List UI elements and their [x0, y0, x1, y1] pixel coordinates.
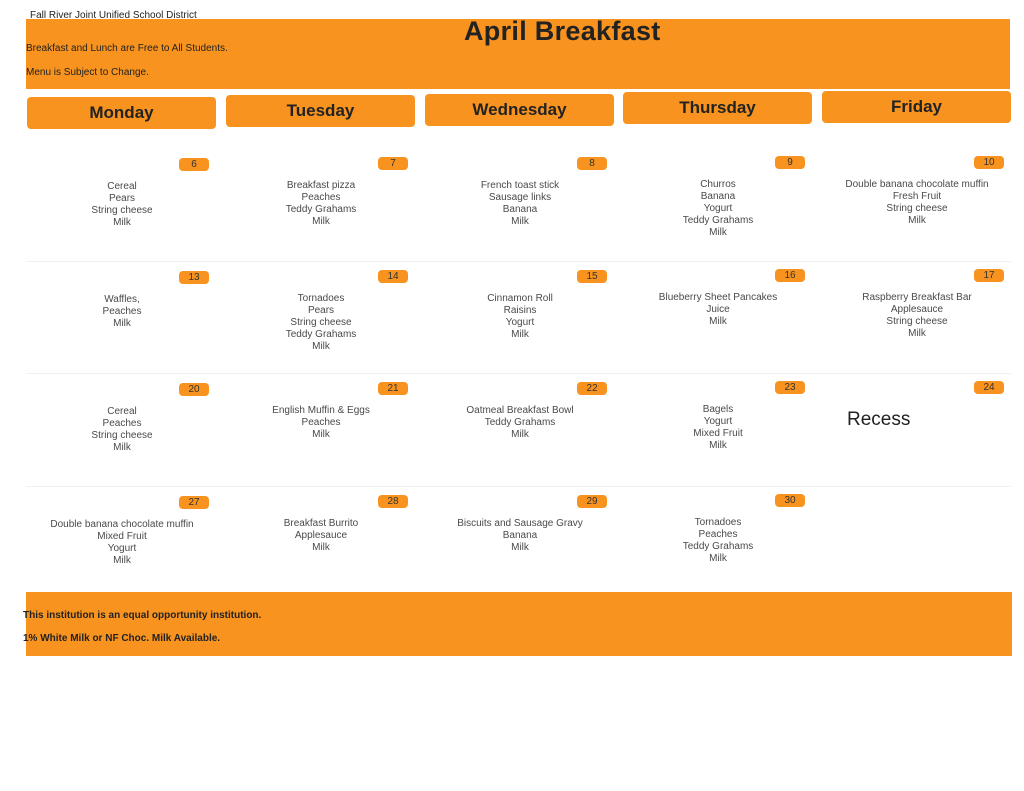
district-name: Fall River Joint Unified School District: [30, 10, 197, 21]
menu-item: String cheese: [91, 205, 153, 216]
menu-item: English Muffin & Eggs: [272, 405, 370, 417]
menu-items: [226, 180, 416, 228]
menu-item: Applesauce: [294, 530, 348, 542]
menu-item: Yogurt: [107, 543, 137, 554]
date-badge: 28: [378, 495, 408, 508]
menu-item: Milk: [908, 327, 926, 339]
day-cell: [27, 271, 217, 381]
menu-item: Mixed Fruit: [97, 531, 147, 542]
menu-item: Milk: [709, 553, 727, 565]
menu-items: [27, 294, 217, 330]
menu-items: [425, 405, 615, 441]
day-cell: [226, 270, 416, 380]
menu-item: Milk: [312, 429, 330, 441]
day-cell: [822, 381, 1012, 491]
menu-items: [623, 517, 813, 565]
date-badge: 10: [974, 156, 1004, 169]
day-header-thursday: Thursday: [623, 92, 812, 124]
menu-item: Yogurt: [505, 316, 535, 328]
menu-items: [27, 406, 217, 454]
menu-item: Yogurt: [703, 416, 733, 428]
date-badge: 8: [577, 157, 607, 170]
menu-items: [226, 405, 416, 441]
menu-items: [226, 518, 416, 554]
day-cell: [226, 157, 416, 267]
date-badge: 7: [378, 157, 408, 170]
menu-item: Oatmeal Breakfast Bowl: [466, 404, 574, 416]
milk-availability-note: 1% White Milk or NF Choc. Milk Available.: [23, 633, 221, 644]
date-badge: 21: [378, 382, 408, 395]
day-cell: [425, 382, 615, 492]
date-badge: 20: [179, 383, 209, 396]
menu-item: Peaches: [102, 306, 142, 317]
menu-items: [226, 293, 416, 353]
menu-item: Tornadoes: [297, 293, 345, 305]
day-cell: [27, 383, 217, 493]
menu-item: Fresh Fruit: [892, 190, 942, 202]
date-badge: 29: [577, 495, 607, 508]
page-title: April Breakfast: [464, 16, 661, 46]
day-cell: [27, 496, 217, 606]
menu-item: Breakfast pizza: [286, 180, 356, 192]
menu-item: Juice: [706, 304, 730, 316]
menu-item: Banana: [502, 529, 538, 541]
day-cell: [226, 382, 416, 492]
menu-item: Raisins: [503, 304, 537, 316]
menu-item: Milk: [908, 214, 926, 226]
menu-item: Teddy Grahams: [484, 416, 556, 428]
menu-item: Peaches: [698, 529, 738, 541]
date-badge: 22: [577, 382, 607, 395]
menu-change-note: Menu is Subject to Change.: [26, 67, 149, 78]
recess-label: Recess: [847, 408, 911, 430]
day-cell: [425, 157, 615, 267]
header-banner: [26, 10, 1010, 89]
day-cell: [623, 494, 813, 604]
day-header-tuesday: Tuesday: [226, 95, 415, 127]
date-badge: 16: [775, 269, 805, 282]
menu-item: Milk: [511, 541, 529, 553]
day-header-monday: Monday: [27, 97, 216, 129]
menu-item: Yogurt: [703, 203, 733, 215]
menu-item: Sausage links: [488, 191, 552, 203]
menu-item: Cereal: [107, 406, 137, 417]
menu-item: French toast stick: [480, 179, 560, 191]
menu-item: Breakfast Burrito: [283, 518, 359, 530]
menu-item: Milk: [511, 428, 529, 440]
menu-item: Applesauce: [890, 303, 944, 315]
menu-item: Milk: [312, 341, 330, 353]
menu-items: [623, 404, 813, 452]
equal-opportunity-note: This institution is an equal opportunity institution.: [23, 610, 262, 621]
menu-item: Milk: [113, 318, 131, 329]
menu-item: Biscuits and Sausage Gravy: [457, 517, 583, 529]
day-cell: [623, 381, 813, 491]
menu-items: [425, 518, 615, 554]
menu-item: Teddy Grahams: [285, 204, 357, 216]
menu-items: [425, 293, 615, 341]
menu-item: Milk: [511, 328, 529, 340]
date-badge: 15: [577, 270, 607, 283]
date-badge: 14: [378, 270, 408, 283]
day-cell: [822, 269, 1012, 379]
menu-item: Blueberry Sheet Pancakes: [658, 292, 778, 304]
menu-items: [822, 179, 1012, 227]
menu-item: Pears: [108, 193, 136, 204]
date-badge: 17: [974, 269, 1004, 282]
day-header-wednesday: Wednesday: [425, 94, 614, 126]
day-cell: [623, 269, 813, 379]
menu-item: Milk: [312, 216, 330, 228]
menu-item: Tornadoes: [694, 517, 742, 529]
date-badge: 6: [179, 158, 209, 171]
day-cell: [226, 495, 416, 605]
menu-items: [822, 292, 1012, 340]
menu-item: Milk: [312, 542, 330, 554]
menu-items: [27, 519, 217, 567]
day-cell: [27, 158, 217, 268]
menu-item: Milk: [113, 217, 131, 228]
menu-item: Teddy Grahams: [285, 329, 357, 341]
menu-item: Milk: [709, 316, 727, 328]
menu-item: Double banana chocolate muffin: [845, 178, 989, 190]
day-cell: [623, 156, 813, 266]
menu-item: Banana: [502, 203, 538, 215]
date-badge: 9: [775, 156, 805, 169]
day-cell: [425, 495, 615, 605]
menu-item: String cheese: [290, 317, 352, 329]
menu-item: Waffles,: [104, 294, 140, 305]
menu-item: Churros: [700, 179, 736, 191]
menu-item: Milk: [709, 440, 727, 452]
menu-items: [27, 181, 217, 229]
menu-item: String cheese: [886, 202, 948, 214]
menu-items: [425, 180, 615, 228]
menu-item: String cheese: [91, 430, 153, 441]
menu-items: [623, 179, 813, 239]
menu-item: Peaches: [301, 192, 341, 204]
menu-item: Mixed Fruit: [693, 428, 743, 440]
menu-item: Cinnamon Roll: [487, 292, 553, 304]
menu-item: Milk: [113, 555, 131, 566]
menu-item: String cheese: [886, 315, 948, 327]
menu-item: Teddy Grahams: [682, 541, 754, 553]
footer-banner: [23, 592, 1012, 656]
menu-item: Bagels: [702, 404, 734, 416]
menu-item: Cereal: [107, 181, 137, 192]
menu-item: Double banana chocolate muffin: [50, 519, 194, 530]
day-header-friday: Friday: [822, 91, 1011, 123]
menu-item: Peaches: [102, 418, 142, 429]
date-badge: 24: [974, 381, 1004, 394]
menu-item: Banana: [700, 191, 736, 203]
day-cell: [822, 156, 1012, 266]
day-cell: [425, 270, 615, 380]
menu-item: Milk: [113, 442, 131, 453]
menu-item: Pears: [307, 305, 335, 317]
menu-item: Teddy Grahams: [682, 215, 754, 227]
menu-item: Raspberry Breakfast Bar: [862, 291, 972, 303]
date-badge: 23: [775, 381, 805, 394]
date-badge: 13: [179, 271, 209, 284]
menu-item: Peaches: [301, 417, 341, 429]
menu-items: [623, 292, 813, 328]
menu-item: Milk: [709, 227, 727, 239]
date-badge: 30: [775, 494, 805, 507]
menu-item: Milk: [511, 215, 529, 227]
date-badge: 27: [179, 496, 209, 509]
free-meals-note: Breakfast and Lunch are Free to All Students.: [26, 43, 228, 54]
